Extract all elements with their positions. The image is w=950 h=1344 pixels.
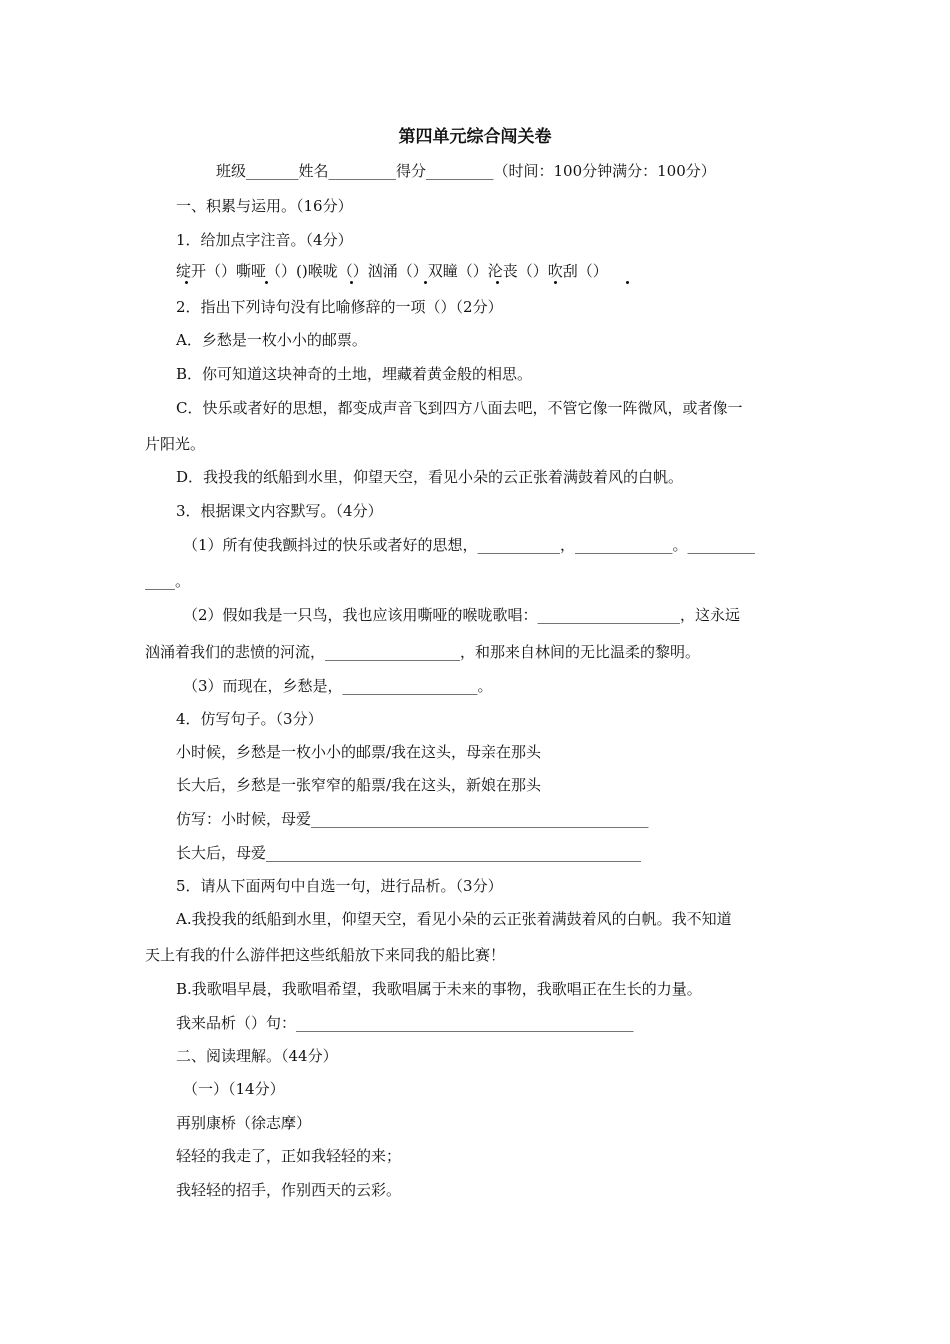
option-line: B．你可知道这块神奇的土地，埋藏着黄金般的相思。 xyxy=(176,365,533,383)
emphasis-dot xyxy=(554,281,557,284)
option-line: D．我投我的纸船到水里，仰望天空，看见小朵的云正张着满鼓着风的白帆。 xyxy=(176,468,684,486)
fill-blank-line: （2）假如我是一只鸟，我也应该用嘶哑的喉咙歌唱：___________________，这永远 xyxy=(183,606,741,624)
poem-line: 轻轻的我走了，正如我轻轻的来； xyxy=(176,1147,402,1165)
page-title: 第四单元综合闯关卷 xyxy=(398,127,552,147)
subsection-heading: （一）（14分） xyxy=(183,1080,285,1098)
fill-blank-line: （3）而现在，乡愁是，__________________。 xyxy=(183,677,493,695)
question-line: 5．请从下面两句中自选一句，进行品析。（3分） xyxy=(176,877,503,895)
fill-blank-line: 汹涌着我们的悲愤的河流，__________________，和那来自林间的无比温柔的黎明。 xyxy=(145,643,701,661)
emphasis-dot xyxy=(496,281,499,284)
fill-blank-line: （1）所有使我颤抖过的快乐或者好的思想，___________，_____________。_________ xyxy=(183,536,756,554)
option-line: A.我投我的纸船到水里，仰望天空，看见小朵的云正张着满鼓着风的白帆。我不知道 xyxy=(176,910,732,928)
emphasis-dot xyxy=(350,281,353,284)
poem-title: 再别康桥（徐志摩） xyxy=(176,1114,312,1132)
option-line: B.我歌唱早晨，我歌唱希望，我歌唱属于未来的事物，我歌唱正在生长的力量。 xyxy=(176,980,702,998)
option-line: A．乡愁是一枚小小的邮票。 xyxy=(176,331,367,349)
section-heading: 一、积累与运用。（16分） xyxy=(176,197,353,215)
question-line: 2．指出下列诗句没有比喻修辞的一项（）（2分） xyxy=(176,298,503,316)
option-line: 天上有我的什么游伴把这些纸船放下来同我的船比赛！ xyxy=(145,946,506,964)
question-line: 1．给加点字注音。（4分） xyxy=(176,231,353,249)
question-line: 绽开（）嘶哑（）()喉咙（）汹涌（）双瞳（）沦丧（）吹刮（） xyxy=(176,262,608,280)
question-line: 4．仿写句子。（3分） xyxy=(176,710,323,728)
answer-line: 长大后，母爱__________________________________________________ xyxy=(176,844,642,862)
emphasis-dots xyxy=(0,281,950,287)
emphasis-dot xyxy=(626,281,629,284)
question-line: 3．根据课文内容默写。（4分） xyxy=(176,502,383,520)
poem-line: 我轻轻的招手，作别西天的云彩。 xyxy=(176,1181,402,1199)
example-line: 小时候，乡愁是一枚小小的邮票/我在这头，母亲在那头 xyxy=(176,743,542,761)
answer-line: 我来品析（）句：_____________________________________________ xyxy=(176,1014,634,1032)
emphasis-dot xyxy=(265,281,268,284)
section-heading: 二、阅读理解。（44分） xyxy=(176,1047,338,1065)
example-line: 长大后，乡愁是一张窄窄的船票/我在这头，新娘在那头 xyxy=(176,776,542,794)
answer-line: 仿写：小时候，母爱_____________________________________________ xyxy=(176,810,649,828)
fill-blank-line: ____。 xyxy=(145,572,191,590)
option-line: 片阳光。 xyxy=(145,435,206,453)
option-line: C．快乐或者好的思想，都变成声音飞到四方八面去吧，不管它像一阵微风，或者像一 xyxy=(176,399,743,417)
emphasis-dot xyxy=(424,281,427,284)
emphasis-dot xyxy=(185,281,188,284)
header-info-line: 班级_______姓名_________得分_________（时间：100分钟满分：100分） xyxy=(216,162,716,180)
